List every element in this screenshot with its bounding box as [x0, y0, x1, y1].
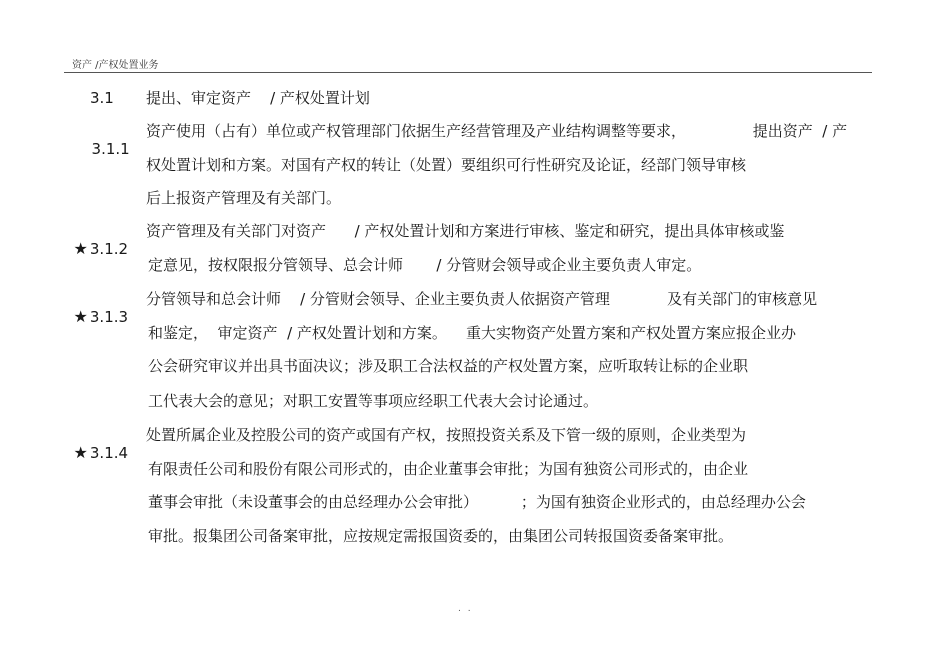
star-icon: ★	[73, 307, 88, 326]
paragraph-line: 权处置计划和方案。对国有产权的转让（处置）要组织可行性研究及论证，经部门领导审核	[146, 156, 747, 174]
paragraph-line: 处置所属企业及控股公司的资产或国有产权，按照投资关系及下管一级的原则，企业类型为	[146, 426, 747, 444]
paragraph-line: 分管领导和总会计师 / 分管财会领导、企业主要负责人依据资产管理 及有关部门的审核意见	[146, 290, 818, 308]
paragraph-line: 和鉴定， 审定资产 / 产权处置计划和方案。 重大实物资产处置方案和产权处置方案应报企业办	[148, 324, 796, 342]
running-header: 资产 /产权处置业务	[72, 60, 159, 71]
paragraph-line: 后上报资产管理及有关部门。	[146, 189, 342, 207]
paragraph-line: 董事会审批（未设董事会的由总经理办公会审批） ；为国有独资企业形式的，由总经理办公会	[148, 493, 806, 511]
paragraph-line: 资产管理及有关部门对资产 / 产权处置计划和方案进行审核、鉴定和研究，提出具体审核或鉴	[146, 222, 785, 240]
section-number: 3.1	[90, 89, 114, 107]
item-number-3-1-1	[82, 122, 130, 158]
item-number: 3.1.4	[89, 444, 129, 462]
section-title: 提出、审定资产 / 产权处置计划	[146, 89, 370, 107]
item-number: 3.1.1	[91, 140, 130, 158]
item-number: 3.1.2	[89, 240, 129, 258]
paragraph-line: 定意见，按权限报分管领导、总会计师 / 分管财会领导或企业主要负责人审定。	[148, 256, 702, 274]
paragraph-line: 审批。报集团公司备案审批，应按规定需报国资委的，由集团公司转报国资委备案审批。	[148, 527, 734, 545]
paragraph-line: 有限责任公司和股份有限公司形式的，由企业董事会审批；为国有独资公司形式的，由企业	[148, 460, 749, 478]
item-number-3-1-3	[64, 290, 128, 326]
paragraph-line: 工代表大会的意见；对职工安置等事项应经职工代表大会讨论通过。	[148, 392, 599, 410]
paragraph-line: 公会研究审议并出具书面决议；涉及职工合法权益的产权处置方案，应听取转让标的企业职	[148, 357, 749, 375]
item-number-3-1-2	[64, 222, 128, 258]
item-number-3-1-4	[64, 426, 128, 462]
paragraph-line: 资产使用（占有）单位或产权管理部门依据生产经营管理及产业结构调整等要求， 提出资产 / 产	[146, 122, 848, 140]
page-footer-dots: . .	[458, 604, 473, 614]
item-number: 3.1.3	[89, 308, 129, 326]
header-rule	[64, 72, 872, 73]
star-icon: ★	[73, 443, 88, 462]
star-icon: ★	[73, 239, 88, 258]
